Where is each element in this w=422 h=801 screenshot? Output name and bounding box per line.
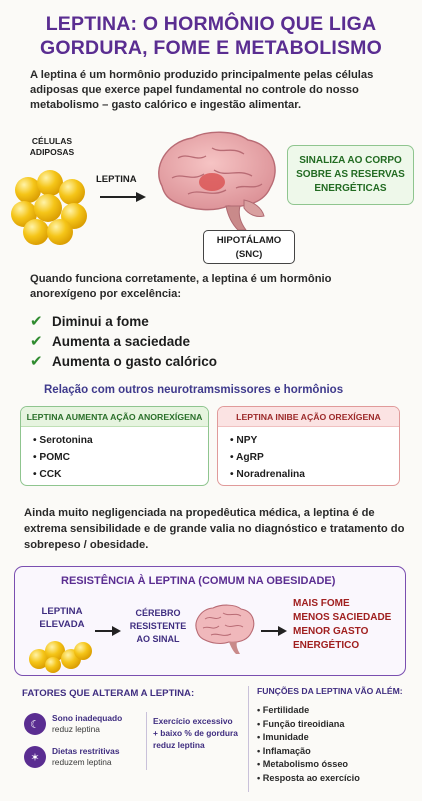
page-title xyxy=(10,12,412,60)
high-leptin-label xyxy=(37,605,87,631)
leptina-arrow-label: LEPTINA xyxy=(96,174,137,185)
factor-sleep-sub: reduz leptina xyxy=(52,724,100,734)
orexigenic-header: LEPTINA INIBE AÇÃO OREXÍGENA xyxy=(218,407,399,427)
factor-exercise-line1: Exercício excessivo xyxy=(153,716,233,726)
factor-exercise-line3: reduz leptina xyxy=(153,740,205,750)
divider xyxy=(146,712,147,770)
brain-small-icon xyxy=(191,603,257,655)
list-item: • Metabolismo ósseo xyxy=(257,758,360,772)
resistant-brain-label xyxy=(123,607,193,646)
title-line-1: LEPTINA: O HORMÔNIO QUE LIGA xyxy=(45,13,377,35)
factor-diet-title: Dietas restritivas xyxy=(52,746,120,756)
check-item-label: Diminui a fome xyxy=(52,313,149,329)
resistant-brain-line2: RESISTENTE xyxy=(129,621,187,631)
relation-title: Relação com outros neurotramsmissores e hormônios xyxy=(44,384,344,396)
functions-title: FUNÇÕES DA LEPTINA VÃO ALÉM: xyxy=(257,686,403,696)
resistance-effect: MAIS FOME xyxy=(293,598,350,609)
factor-sleep-text xyxy=(52,713,122,735)
list-item: • Resposta ao exercício xyxy=(257,772,360,786)
brain-icon xyxy=(148,128,282,232)
list-item: • Serotonina xyxy=(33,432,208,449)
fat-cells-icon xyxy=(10,168,92,248)
resistant-brain-line3: AO SINAL xyxy=(136,634,180,644)
hypothalamus-box xyxy=(203,230,295,264)
list-item: • CCK xyxy=(33,466,208,483)
right-arrow-icon xyxy=(261,625,287,637)
list-item: • Imunidade xyxy=(257,731,360,745)
hypothalamus-label: HIPOTÁLAMO xyxy=(216,235,282,246)
effects-checklist xyxy=(30,311,217,371)
factor-sleep xyxy=(24,713,122,735)
factor-diet-sub: reduzem leptina xyxy=(52,757,112,767)
list-item: • NPY xyxy=(230,432,399,449)
check-icon: ✔ xyxy=(30,333,43,350)
right-arrow-icon xyxy=(100,190,146,204)
signal-box: SINALIZA AO CORPO SOBRE AS RESERVAS ENERGÉTICAS xyxy=(287,145,414,205)
list-item: • Função tireoidiana xyxy=(257,718,360,732)
orexigenic-list xyxy=(218,427,399,483)
check-item xyxy=(30,311,217,331)
diet-icon: ✶ xyxy=(24,746,46,768)
neglect-text: Ainda muito negligenciada na propedêutica médica, a leptina é de extrema sensibilidade e de grande valia no diagnóstico e tratamento do sobrepeso / obesidade. xyxy=(24,507,405,551)
check-item-label: Aumenta o gasto calórico xyxy=(52,353,218,369)
anorexigenic-list xyxy=(21,427,208,483)
list-item: • POMC xyxy=(33,449,208,466)
moon-icon: ☾ xyxy=(24,713,46,735)
function-text-rest: por excelência: xyxy=(96,288,182,300)
anorexigenic-box xyxy=(20,406,209,486)
resistance-effect: MENOR GASTO xyxy=(293,626,369,637)
list-item: • Inflamação xyxy=(257,745,360,759)
factors-title: FATORES QUE ALTERAM A LEPTINA: xyxy=(22,688,195,699)
list-item: • AgRP xyxy=(230,449,399,466)
high-leptin-line2: ELEVADA xyxy=(39,619,85,630)
fat-cells-small-icon xyxy=(27,637,93,673)
resistance-title: RESISTÊNCIA À LEPTINA (COMUM NA OBESIDADE) xyxy=(61,575,336,587)
check-item-label: Aumenta a saciedade xyxy=(52,333,191,349)
anorexigenic-header: LEPTINA AUMENTA AÇÃO ANOREXÍGENA xyxy=(21,407,208,427)
factor-sleep-title: Sono inadequado xyxy=(52,713,123,723)
check-icon: ✔ xyxy=(30,353,43,370)
factor-diet xyxy=(24,746,120,768)
fat-cells-label-line1: CÉLULAS xyxy=(31,136,73,146)
hypothalamus-sublabel: (SNC) xyxy=(235,249,263,260)
check-icon: ✔ xyxy=(30,313,43,330)
factor-diet-text xyxy=(52,746,120,768)
function-text-line1: Quando funciona corretamente, a leptina é um hormônio xyxy=(30,273,332,285)
factor-exercise-line2: + baixo % de gordura xyxy=(153,728,238,738)
functions-list xyxy=(257,704,360,785)
function-text-line2 xyxy=(30,287,390,302)
intro-text: A leptina é um hormônio produzido principalmente pelas células adiposas que exerce papel fundamental no controle do nosso metabolismo – gasto calórico e ingestão alimentar. xyxy=(30,69,374,111)
right-arrow-icon xyxy=(95,625,121,637)
fat-cells-label-line2: ADIPOSAS xyxy=(29,147,75,157)
fat-cells-label xyxy=(22,136,82,158)
resistance-effect: ENERGÉTICO xyxy=(293,640,360,651)
divider xyxy=(248,686,249,792)
resistance-panel xyxy=(14,566,406,676)
function-text xyxy=(30,272,390,302)
high-leptin-line1: LEPTINA xyxy=(41,606,83,617)
check-item xyxy=(30,351,217,371)
orexigenic-box xyxy=(217,406,400,486)
check-item xyxy=(30,331,217,351)
factor-exercise xyxy=(153,715,248,751)
resistance-effect: MENOS SACIEDADE xyxy=(293,612,392,623)
title-line-2: GORDURA, FOME E METABOLISMO xyxy=(40,37,382,59)
resistance-effects xyxy=(293,597,391,653)
anorexigeno-word: anorexígeno xyxy=(30,288,97,300)
resistant-brain-line1: CÉREBRO xyxy=(135,608,181,618)
list-item: • Noradrenalina xyxy=(230,466,399,483)
list-item: • Fertilidade xyxy=(257,704,360,718)
